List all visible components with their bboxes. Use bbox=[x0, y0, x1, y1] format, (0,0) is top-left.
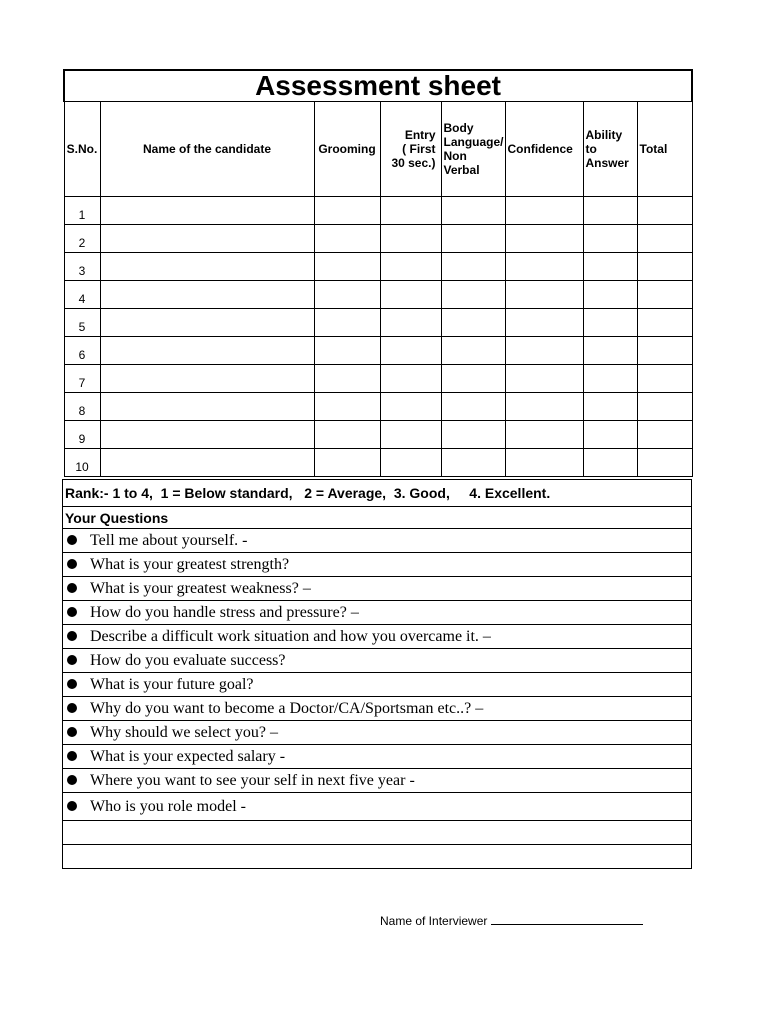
col-header-confidence: Confidence bbox=[505, 102, 583, 197]
grooming-cell[interactable] bbox=[314, 225, 380, 253]
question-text: Tell me about yourself. - bbox=[90, 531, 248, 549]
bullet-icon bbox=[67, 535, 77, 545]
question-item bbox=[63, 793, 692, 821]
candidate-name-cell[interactable] bbox=[100, 281, 314, 309]
header-row bbox=[64, 102, 692, 197]
bullet-icon bbox=[67, 583, 77, 593]
candidate-name-cell[interactable] bbox=[100, 253, 314, 281]
row-number: 2 bbox=[64, 225, 100, 253]
ability-cell[interactable] bbox=[583, 197, 637, 225]
candidate-name-cell[interactable] bbox=[100, 393, 314, 421]
total-cell[interactable] bbox=[637, 393, 692, 421]
entry-cell[interactable] bbox=[380, 421, 441, 449]
col-header-body-language-line: Non bbox=[443, 149, 467, 163]
body-language-cell[interactable] bbox=[441, 365, 505, 393]
candidate-name-cell[interactable] bbox=[100, 421, 314, 449]
question-item bbox=[63, 721, 692, 745]
body-language-cell[interactable] bbox=[441, 337, 505, 365]
bullet-icon bbox=[67, 801, 77, 811]
row-number: 3 bbox=[64, 253, 100, 281]
table-row bbox=[64, 365, 692, 393]
confidence-cell[interactable] bbox=[505, 421, 583, 449]
table-row bbox=[64, 421, 692, 449]
entry-cell[interactable] bbox=[380, 449, 441, 477]
candidate-rows bbox=[64, 197, 692, 477]
col-header-entry-line: 30 sec.) bbox=[391, 156, 436, 170]
ability-cell[interactable] bbox=[583, 225, 637, 253]
bullet-icon bbox=[67, 679, 77, 689]
question-text: What is your greatest weakness? – bbox=[90, 579, 311, 597]
question-text: How do you evaluate success? bbox=[90, 651, 286, 669]
row-number: 7 bbox=[64, 365, 100, 393]
col-header-total: Total bbox=[637, 102, 692, 197]
question-item bbox=[63, 553, 692, 577]
body-language-cell[interactable] bbox=[441, 421, 505, 449]
candidate-name-cell[interactable] bbox=[100, 197, 314, 225]
question-text: What is your greatest strength? bbox=[90, 555, 290, 573]
table-row bbox=[64, 393, 692, 421]
confidence-cell[interactable] bbox=[505, 253, 583, 281]
candidate-name-cell[interactable] bbox=[100, 449, 314, 477]
body-language-cell[interactable] bbox=[441, 281, 505, 309]
row-number: 5 bbox=[64, 309, 100, 337]
col-header-grooming: Grooming bbox=[314, 102, 380, 197]
ability-cell[interactable] bbox=[583, 309, 637, 337]
ability-cell[interactable] bbox=[583, 281, 637, 309]
col-header-body-language bbox=[441, 102, 505, 197]
total-cell[interactable] bbox=[637, 421, 692, 449]
question-row bbox=[63, 649, 692, 673]
bullet-icon bbox=[67, 631, 77, 641]
table-row bbox=[64, 197, 692, 225]
total-cell[interactable] bbox=[637, 197, 692, 225]
grooming-cell[interactable] bbox=[314, 197, 380, 225]
table-row bbox=[64, 253, 692, 281]
question-item bbox=[63, 745, 692, 769]
confidence-cell[interactable] bbox=[505, 197, 583, 225]
question-text: How do you handle stress and pressure? – bbox=[90, 603, 359, 621]
row-number: 10 bbox=[64, 449, 100, 477]
confidence-cell[interactable] bbox=[505, 365, 583, 393]
bullet-icon bbox=[67, 559, 77, 569]
interviewer-label: Name of Interviewer bbox=[380, 914, 488, 928]
assessment-table bbox=[63, 69, 693, 477]
table-row bbox=[64, 337, 692, 365]
table-row bbox=[64, 449, 692, 477]
question-text: What is your expected salary - bbox=[90, 747, 286, 765]
body-language-cell[interactable] bbox=[441, 449, 505, 477]
your-questions-heading: Your Questions bbox=[63, 507, 692, 529]
ability-cell[interactable] bbox=[583, 365, 637, 393]
row-number: 4 bbox=[64, 281, 100, 309]
entry-cell[interactable] bbox=[380, 309, 441, 337]
candidate-name-cell[interactable] bbox=[100, 309, 314, 337]
candidate-name-cell[interactable] bbox=[100, 337, 314, 365]
entry-cell[interactable] bbox=[380, 393, 441, 421]
grooming-cell[interactable] bbox=[314, 365, 380, 393]
question-row bbox=[63, 697, 692, 721]
confidence-cell[interactable] bbox=[505, 281, 583, 309]
table-row bbox=[64, 281, 692, 309]
candidate-name-cell[interactable] bbox=[100, 225, 314, 253]
question-item bbox=[63, 673, 692, 697]
col-header-body-language-line: Language/ bbox=[443, 135, 504, 149]
question-row bbox=[63, 625, 692, 649]
bullet-icon bbox=[67, 727, 77, 737]
bullet-icon bbox=[67, 775, 77, 785]
ability-cell[interactable] bbox=[583, 253, 637, 281]
question-row bbox=[63, 673, 692, 697]
question-text: Describe a difficult work situation and how you overcame it. – bbox=[90, 627, 491, 645]
row-number: 6 bbox=[64, 337, 100, 365]
body-language-cell[interactable] bbox=[441, 225, 505, 253]
rank-legend: Rank:- 1 to 4, 1 = Below standard, 2 = Average, 3. Good, 4. Excellent. bbox=[63, 480, 692, 507]
entry-cell[interactable] bbox=[380, 253, 441, 281]
bullet-icon bbox=[67, 655, 77, 665]
table-row bbox=[64, 309, 692, 337]
total-cell[interactable] bbox=[637, 281, 692, 309]
col-header-name: Name of the candidate bbox=[100, 102, 314, 197]
ability-cell[interactable] bbox=[583, 337, 637, 365]
page-title: Assessment sheet bbox=[64, 70, 692, 102]
col-header-sno: S.No. bbox=[64, 102, 100, 197]
interviewer-name-line[interactable] bbox=[491, 912, 643, 925]
confidence-cell[interactable] bbox=[505, 337, 583, 365]
question-text: What is your future goal? bbox=[90, 675, 254, 693]
col-header-body-language-line: Body bbox=[443, 121, 474, 135]
blank-row[interactable] bbox=[63, 845, 692, 869]
body-language-cell[interactable] bbox=[441, 197, 505, 225]
question-row bbox=[63, 601, 692, 625]
grooming-cell[interactable] bbox=[314, 449, 380, 477]
ability-cell[interactable] bbox=[583, 393, 637, 421]
question-item bbox=[63, 769, 692, 793]
col-header-ability-line: Ability bbox=[585, 128, 623, 142]
question-text: Who is you role model - bbox=[90, 797, 246, 815]
row-number: 8 bbox=[64, 393, 100, 421]
bullet-icon bbox=[67, 607, 77, 617]
questions-table bbox=[62, 479, 692, 869]
body-language-cell[interactable] bbox=[441, 393, 505, 421]
question-text: Where you want to see your self in next five year - bbox=[90, 771, 415, 789]
col-header-ability-line: to bbox=[585, 142, 597, 156]
total-cell[interactable] bbox=[637, 309, 692, 337]
body-language-cell[interactable] bbox=[441, 309, 505, 337]
grooming-cell[interactable] bbox=[314, 337, 380, 365]
col-header-ability-line: Answer bbox=[585, 156, 629, 170]
question-item bbox=[63, 625, 692, 649]
question-text: Why do you want to become a Doctor/CA/Sportsman etc..? – bbox=[90, 699, 484, 717]
total-cell[interactable] bbox=[637, 449, 692, 477]
total-cell[interactable] bbox=[637, 225, 692, 253]
confidence-cell[interactable] bbox=[505, 309, 583, 337]
entry-cell[interactable] bbox=[380, 281, 441, 309]
confidence-cell[interactable] bbox=[505, 449, 583, 477]
candidate-name-cell[interactable] bbox=[100, 365, 314, 393]
confidence-cell[interactable] bbox=[505, 393, 583, 421]
question-row bbox=[63, 721, 692, 745]
interviewer-signature bbox=[380, 912, 643, 928]
blank-row[interactable] bbox=[63, 821, 692, 845]
question-row bbox=[63, 769, 692, 793]
col-header-ability bbox=[583, 102, 637, 197]
body-language-cell[interactable] bbox=[441, 253, 505, 281]
col-header-entry-line: Entry bbox=[404, 128, 436, 142]
question-row bbox=[63, 529, 692, 553]
entry-cell[interactable] bbox=[380, 365, 441, 393]
question-item bbox=[63, 649, 692, 673]
question-row bbox=[63, 553, 692, 577]
question-text: Why should we select you? – bbox=[90, 723, 278, 741]
confidence-cell[interactable] bbox=[505, 225, 583, 253]
col-header-entry bbox=[380, 102, 441, 197]
entry-cell[interactable] bbox=[380, 225, 441, 253]
question-row bbox=[63, 577, 692, 601]
col-header-entry-line: ( First bbox=[402, 142, 436, 156]
col-header-body-language-line: Verbal bbox=[443, 163, 480, 177]
grooming-cell[interactable] bbox=[314, 253, 380, 281]
ability-cell[interactable] bbox=[583, 449, 637, 477]
table-row bbox=[64, 225, 692, 253]
question-item bbox=[63, 601, 692, 625]
question-row bbox=[63, 745, 692, 769]
question-item bbox=[63, 529, 692, 553]
question-list bbox=[63, 529, 692, 821]
row-number: 1 bbox=[64, 197, 100, 225]
bullet-icon bbox=[67, 751, 77, 761]
grooming-cell[interactable] bbox=[314, 421, 380, 449]
bullet-icon bbox=[67, 703, 77, 713]
grooming-cell[interactable] bbox=[314, 309, 380, 337]
ability-cell[interactable] bbox=[583, 421, 637, 449]
row-number: 9 bbox=[64, 421, 100, 449]
grooming-cell[interactable] bbox=[314, 281, 380, 309]
total-cell[interactable] bbox=[637, 337, 692, 365]
entry-cell[interactable] bbox=[380, 337, 441, 365]
entry-cell[interactable] bbox=[380, 197, 441, 225]
total-cell[interactable] bbox=[637, 365, 692, 393]
question-item bbox=[63, 697, 692, 721]
total-cell[interactable] bbox=[637, 253, 692, 281]
grooming-cell[interactable] bbox=[314, 393, 380, 421]
question-item bbox=[63, 577, 692, 601]
question-row bbox=[63, 793, 692, 821]
